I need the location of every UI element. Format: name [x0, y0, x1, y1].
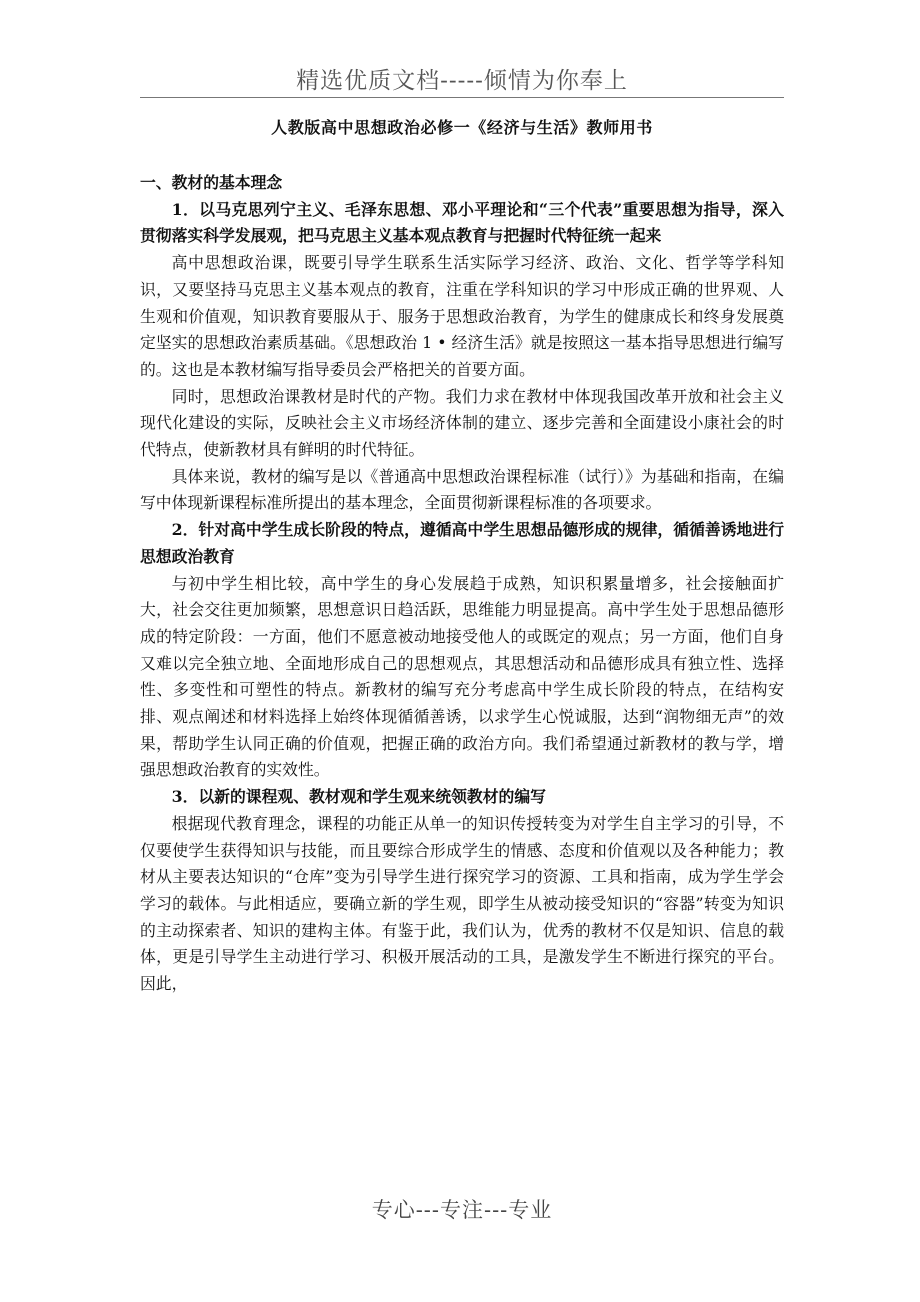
paragraph: 具体来说，教材的编写是以《普通高中思想政治课程标准（试行）》为基础和指南，在编写中体现新课程标准所提出的基本理念，全面贯彻新课程标准的各项要求。: [140, 466, 784, 513]
subheading-3: 3．以新的课程观、教材观和学生观来统领教材的编写: [171, 787, 546, 807]
page-footer: 专心---专注---专业: [371, 1198, 553, 1222]
paragraph: 与初中学生相比较，高中学生的身心发展趋于成熟，知识积累量增多，社会接触面扩大，社会交往更加频繁，思想意识日趋活跃，思维能力明显提高。高中学生处于思想品德形成的特定阶段：一方面，他们不愿意被动地接受他人的或既定的观点；另一方面，他们自身又难以完全独立地、全面地形成自己的思想观点，其思想活动和品德形成具有独立性、选择性、多变性和可塑性的特点。新教材的编写充分考虑高中学生成长阶段的特点，在结构安排、观点阐述和材料选择上始终体现循循善诱，以求学生心悦诚服，达到“润物细无声”的效果，帮助学生认同正确的价值观，把握正确的政治方向。我们希望通过新教材的教与学，增强思想政治教育的实效性。: [140, 573, 784, 780]
document-body: [140, 170, 784, 998]
section-heading: 一、教材的基本理念: [140, 173, 283, 192]
paragraph: 高中思想政治课，既要引导学生联系生活实际学习经济、政治、文化、哲学等学科知识，又要坚持马克思主义基本观点的教育，注重在学科知识的学习中形成正确的世界观、人生观和价值观，知识教育要服从于、服务于思想政治教育，为学生的健康成长和终身发展奠定坚实的思想政治素质基础。《思想政治 1 • 经济生活》就是按照这一基本指导思想进行编写的。这也是本教材编写指导委员会严格把关的首要方面。: [140, 253, 784, 379]
subheading-1: 1．以马克思列宁主义、毛泽东思想、邓小平理论和“三个代表”重要思想为指导，深入贯彻落实科学发展观，把马克思主义基本观点教育与把握时代特征统一起来: [140, 199, 784, 246]
page-header: 精选优质文档-----倾情为你奉上: [296, 68, 628, 94]
document-title: 人教版高中思想政治必修一《经济与生活》教师用书: [271, 118, 653, 137]
subheading-2: 2．针对高中学生成长阶段的特点，遵循高中学生思想品德形成的规律，循循善诱地进行思想政治教育: [140, 520, 784, 566]
paragraph: 同时，思想政治课教材是时代的产物。我们力求在教材中体现我国改革开放和社会主义现代化建设的实际，反映社会主义市场经济体制的建立、逐步完善和全面建设小康社会的时代特点，使新教材具有鲜明的时代特征。: [140, 386, 784, 460]
paragraph: 根据现代教育理念，课程的功能正从单一的知识传授转变为对学生自主学习的引导，不仅要使学生获得知识与技能，而且要综合形成学生的情感、态度和价值观以及各种能力；教材从主要表达知识的“仓库”变为引导学生进行探究学习的资源、工具和指南，成为学生学会学习的载体。与此相适应，要确立新的学生观，即学生从被动接受知识的“容器”转变为知识的主动探索者、知识的建构主体。有鉴于此，我们认为，优秀的教材不仅是知识、信息的载体，更是引导学生主动进行学习、积极开展活动的工具，是激发学生不断进行探究的平台。因此，: [140, 813, 784, 994]
header-divider: [140, 97, 784, 98]
